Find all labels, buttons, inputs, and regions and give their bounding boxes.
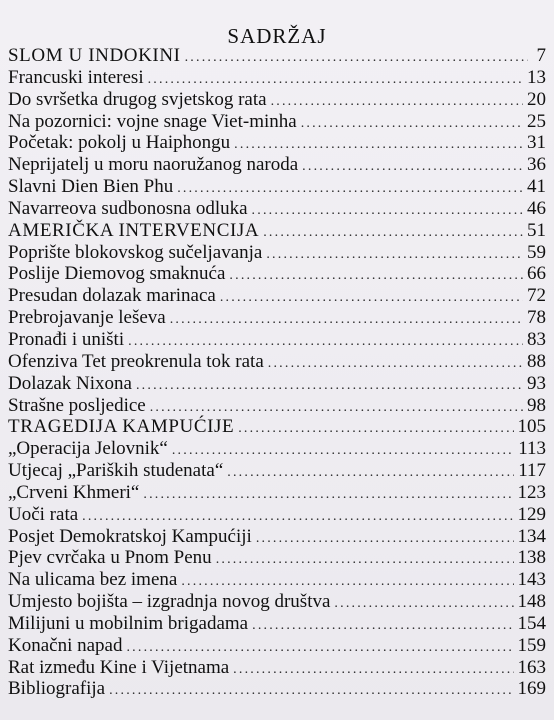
dot-leader [271, 91, 523, 113]
toc-entry [8, 504, 546, 526]
toc-page-number: 129 [517, 503, 546, 525]
toc-entry [8, 613, 546, 635]
toc-entry-label: Uoči rata [8, 503, 79, 525]
toc-entry [8, 460, 546, 482]
toc-entry [8, 395, 546, 417]
toc-page-number: 66 [527, 263, 546, 285]
toc-entry-label: Francuski interesi [8, 66, 144, 88]
toc-entry [8, 547, 546, 569]
toc-page-number: 46 [527, 197, 546, 219]
toc-page-number: 41 [527, 176, 546, 198]
dot-leader [266, 244, 523, 266]
toc-page-number: 13 [527, 66, 546, 88]
dot-leader [252, 615, 513, 637]
toc-entry-label: Na ulicama bez imena [8, 569, 178, 591]
toc-entry-label: SLOM U INDOKINI [8, 45, 181, 66]
toc-entry-label: TRAGEDIJA KAMPUĆIJE [8, 416, 235, 438]
toc-page-number: 83 [527, 328, 546, 350]
toc-entry [8, 591, 546, 613]
dot-leader [109, 680, 513, 702]
toc-section-heading [8, 45, 546, 67]
toc-page-number: 143 [517, 569, 546, 591]
dot-leader [143, 484, 513, 506]
toc-entry-label: Prebrojavanje leševa [8, 307, 166, 329]
toc-entry [8, 285, 546, 307]
toc-entry-label: „Crveni Khmeri“ [8, 481, 140, 503]
dot-leader [216, 549, 514, 571]
dot-leader [136, 375, 523, 397]
dot-leader [227, 462, 514, 484]
toc-page-number: 138 [517, 547, 546, 569]
toc-entry-label: Milijuni u mobilnim brigadama [8, 612, 249, 634]
toc-entry-label: Pronađi i uništi [8, 328, 125, 350]
toc-page-number: 7 [536, 45, 546, 66]
toc-page-number: 59 [527, 241, 546, 263]
page-title: SADRŽAJ [227, 24, 327, 48]
toc-entry-label: Navarreova sudbonosna odluka [8, 197, 248, 219]
dot-leader [220, 287, 523, 309]
toc-entry-label: Poslije Diemovog smaknuća [8, 263, 226, 285]
toc-entry [8, 635, 546, 657]
dot-leader [185, 47, 528, 69]
toc-entry [8, 526, 546, 548]
toc-page-number: 88 [527, 350, 546, 372]
toc-page-number: 31 [527, 132, 546, 154]
dot-leader [233, 659, 513, 681]
toc-entry [8, 307, 546, 329]
toc-entry [8, 132, 546, 154]
toc-entry [8, 198, 546, 220]
toc-page-number: 117 [518, 460, 546, 482]
toc-entry-label: Strašne posljedice [8, 394, 146, 416]
toc-entry [8, 263, 546, 285]
toc-entry-label: Na pozornici: vojne snage Viet-minha [8, 110, 297, 132]
dot-leader [238, 418, 513, 440]
toc-entry [8, 657, 546, 679]
toc-entry-label: Posjet Demokratskoj Kampućiji [8, 525, 252, 547]
dot-leader [256, 528, 514, 550]
dot-leader [170, 309, 523, 331]
toc-entry [8, 242, 546, 264]
toc-page-number: 98 [527, 394, 546, 416]
toc-entry-label: Slavni Dien Bien Phu [8, 176, 174, 198]
dot-leader [172, 440, 514, 462]
toc-section-heading [8, 220, 546, 242]
toc-entry [8, 569, 546, 591]
toc-entry-label: Utjecaj „Pariških studenata“ [8, 460, 224, 482]
dot-leader [301, 113, 523, 135]
toc-page-number: 148 [517, 591, 546, 613]
dot-leader [128, 331, 523, 353]
toc-entry [8, 373, 546, 395]
toc-page-number: 154 [517, 612, 546, 634]
toc-page-number: 25 [527, 110, 546, 132]
toc-entry [8, 176, 546, 198]
toc-entry [8, 438, 546, 460]
toc-entry-label: Presudan dolazak marinaca [8, 285, 216, 307]
toc-entry-label: Umjesto bojišta – izgradnja novog društva [8, 591, 331, 613]
toc-page-number: 105 [517, 416, 546, 438]
toc-entry-label: Dolazak Nixona [8, 372, 132, 394]
toc-entry-label: Do svršetka drugog svjetskog rata [8, 88, 267, 110]
dot-leader [263, 222, 523, 244]
dot-leader [268, 353, 523, 375]
toc-entry-label: Ofenziva Tet preokrenula tok rata [8, 350, 264, 372]
toc-page-number: 78 [527, 307, 546, 329]
toc-page-number: 36 [527, 154, 546, 176]
toc-entry-label: Rat između Kine i Vijetnama [8, 656, 230, 678]
toc-page-number: 134 [517, 525, 546, 547]
dot-leader [234, 134, 523, 156]
toc-entry [8, 482, 546, 504]
toc-entry-label: Neprijatelj u moru naoružanog naroda [8, 154, 299, 176]
toc-entry-label: AMERIČKA INTERVENCIJA [8, 219, 260, 241]
toc-entry-label: Početak: pokolj u Haiphongu [8, 132, 231, 154]
toc-entry-label: Konačni napad [8, 634, 123, 656]
toc-entry-label: Pjev cvrčaka u Pnom Penu [8, 547, 212, 569]
dot-leader [148, 69, 523, 91]
dot-leader [126, 637, 513, 659]
toc-entry [8, 351, 546, 373]
table-of-contents [8, 45, 546, 700]
toc-page-number: 169 [517, 678, 546, 700]
dot-leader [302, 156, 523, 178]
dot-leader [252, 200, 523, 222]
toc-entry [8, 154, 546, 176]
toc-page-number: 72 [527, 285, 546, 307]
toc-entry-label: Poprište blokovskog sučeljavanja [8, 241, 263, 263]
toc-entry [8, 678, 546, 700]
toc-page-number: 113 [518, 438, 546, 460]
toc-page-number: 123 [517, 481, 546, 503]
toc-page-number: 20 [527, 88, 546, 110]
toc-page-number: 163 [517, 656, 546, 678]
toc-entry [8, 89, 546, 111]
dot-leader [334, 593, 513, 615]
toc-entry-label: „Operacija Jelovnik“ [8, 438, 168, 460]
toc-entry [8, 329, 546, 351]
toc-entry-label: Bibliografija [8, 678, 106, 700]
toc-page-number: 93 [527, 372, 546, 394]
dot-leader [229, 265, 523, 287]
dot-leader [181, 571, 513, 593]
dot-leader [177, 178, 523, 200]
toc-section-heading [8, 416, 546, 438]
toc-page-number: 159 [517, 634, 546, 656]
toc-entry [8, 67, 546, 89]
dot-leader [82, 506, 513, 528]
toc-page-number: 51 [527, 219, 546, 241]
toc-entry [8, 111, 546, 133]
